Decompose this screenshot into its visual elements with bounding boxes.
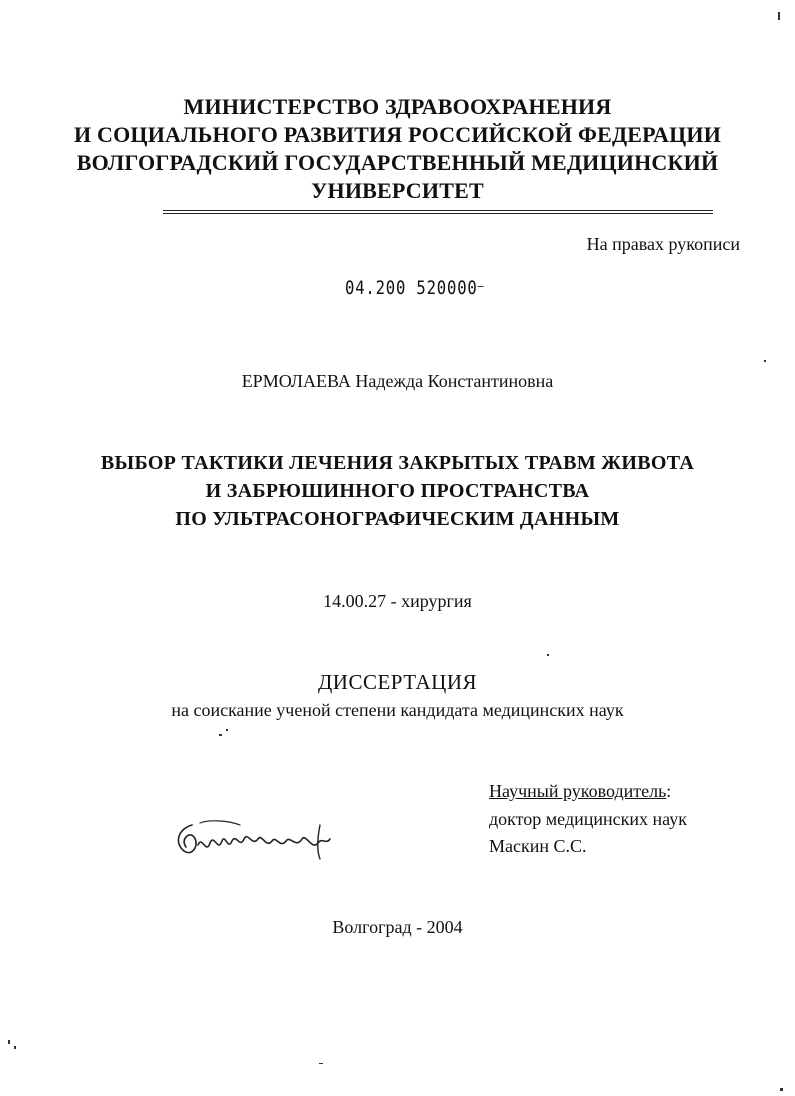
header-divider-bottom (163, 213, 713, 214)
registration-stamp (345, 277, 484, 299)
scan-speck (8, 1040, 10, 1044)
supervisor-label (489, 781, 671, 802)
supervisor-name: Маскин С.С. (489, 836, 587, 856)
specialty: 14.00.27 - хирургия (323, 591, 472, 611)
place-year: Волгоград - 2004 (332, 917, 463, 937)
header-divider-top (163, 210, 713, 211)
scan-speck (319, 1063, 323, 1064)
registration-number: 04.200 520000 (345, 277, 478, 299)
ministry-line-2: И СОЦИАЛЬНОГО РАЗВИТИЯ РОССИЙСКОЙ ФЕДЕРАЦИИ (73, 122, 722, 147)
supervisor-label-text: Научный руководитель (489, 781, 667, 801)
degree-statement: на соискание ученой степени кандидата медицинских наук (171, 700, 624, 720)
supervisor-label-colon: : (666, 781, 672, 801)
stamp-dash-mark: – (477, 279, 485, 293)
scan-speck (226, 729, 228, 731)
scan-speck (219, 734, 222, 736)
author-signature (170, 815, 340, 865)
scan-speck (780, 1088, 783, 1091)
rights-note: На правах рукописи (586, 234, 740, 254)
document-type: ДИССЕРТАЦИЯ (317, 670, 478, 694)
scan-speck (547, 654, 549, 656)
supervisor-degree: доктор медицинских наук (489, 809, 687, 829)
author-name: ЕРМОЛАЕВА Надежда Константиновна (241, 371, 554, 391)
university-line-2: УНИВЕРСИТЕТ (311, 178, 484, 203)
title-line-2: И ЗАБРЮШИННОГО ПРОСТРАНСТВА (205, 480, 590, 502)
ministry-line-1: МИНИСТЕРСТВО ЗДРАВООХРАНЕНИЯ (183, 94, 612, 119)
university-line-1: ВОЛГОГРАДСКИЙ ГОСУДАРСТВЕННЫЙ МЕДИЦИНСКИЙ (76, 150, 719, 175)
scan-speck (778, 12, 780, 20)
title-line-1: ВЫБОР ТАКТИКИ ЛЕЧЕНИЯ ЗАКРЫТЫХ ТРАВМ ЖИВОТА (100, 452, 695, 474)
title-line-3: ПО УЛЬТРАСОНОГРАФИЧЕСКИМ ДАННЫМ (175, 508, 620, 530)
scan-speck (14, 1046, 16, 1049)
scan-speck (764, 360, 766, 362)
